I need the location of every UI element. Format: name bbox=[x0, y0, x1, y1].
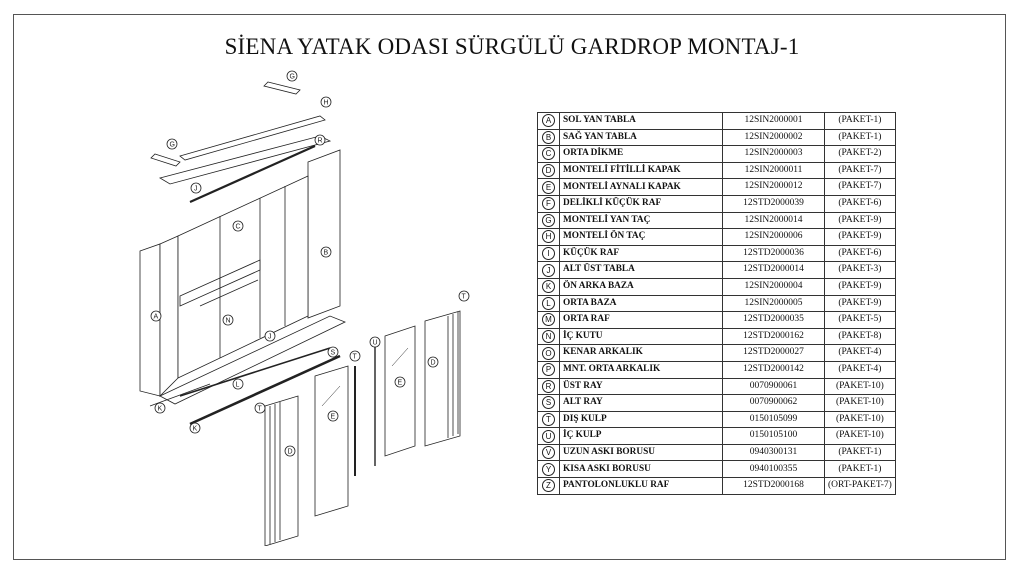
part-letter-badge: T bbox=[542, 413, 555, 426]
part-package: (PAKET-9) bbox=[825, 295, 896, 312]
svg-text:H: H bbox=[323, 99, 329, 107]
svg-text:A: A bbox=[153, 313, 159, 321]
part-name: MONTELİ FİTİLLİ KAPAK bbox=[560, 162, 723, 179]
part-package: (PAKET-7) bbox=[825, 179, 896, 196]
part-letter-cell bbox=[538, 179, 560, 196]
svg-text:N: N bbox=[225, 317, 231, 325]
part-package: (PAKET-3) bbox=[825, 262, 896, 279]
part-letter-badge: S bbox=[542, 396, 555, 409]
part-letter-cell bbox=[538, 245, 560, 262]
svg-text:D: D bbox=[287, 448, 293, 456]
table-row bbox=[538, 328, 896, 345]
part-letter-cell bbox=[538, 461, 560, 478]
part-letter-badge: U bbox=[542, 430, 555, 443]
part-letter-cell bbox=[538, 295, 560, 312]
page-title: SİENA YATAK ODASI SÜRGÜLÜ GARDROP MONTAJ-1 bbox=[224, 34, 800, 59]
part-code: 12SIN2000011 bbox=[723, 162, 825, 179]
part-letter-cell bbox=[538, 328, 560, 345]
part-code: 12SIN2000014 bbox=[723, 212, 825, 229]
part-letter-badge: Y bbox=[542, 463, 555, 476]
table-row bbox=[538, 146, 896, 163]
part-name: İÇ KULP bbox=[560, 428, 723, 445]
part-package: (PAKET-1) bbox=[825, 113, 896, 130]
part-letter-cell bbox=[538, 345, 560, 362]
part-code: 12STD2000035 bbox=[723, 312, 825, 329]
table-row bbox=[538, 378, 896, 395]
part-letter-badge: Z bbox=[542, 479, 555, 492]
part-package: (PAKET-9) bbox=[825, 278, 896, 295]
part-code: 12STD2000142 bbox=[723, 361, 825, 378]
part-code: 12SIN2000005 bbox=[723, 295, 825, 312]
table-row bbox=[538, 395, 896, 412]
table-row bbox=[538, 195, 896, 212]
part-package: (PAKET-10) bbox=[825, 411, 896, 428]
part-package: (PAKET-7) bbox=[825, 162, 896, 179]
part-letter-badge: R bbox=[542, 380, 555, 393]
table-row bbox=[538, 361, 896, 378]
part-name: ORTA RAF bbox=[560, 312, 723, 329]
part-letter-cell bbox=[538, 129, 560, 146]
table-row bbox=[538, 295, 896, 312]
part-letter-cell bbox=[538, 113, 560, 130]
table-row bbox=[538, 478, 896, 495]
part-package: (ORT-PAKET-7) bbox=[825, 478, 896, 495]
part-code: 0150105099 bbox=[723, 411, 825, 428]
part-package: (PAKET-1) bbox=[825, 461, 896, 478]
svg-text:G: G bbox=[289, 73, 295, 81]
part-name: KISA ASKI BORUSU bbox=[560, 461, 723, 478]
table-row bbox=[538, 428, 896, 445]
part-code: 12STD2000162 bbox=[723, 328, 825, 345]
part-letter-badge: C bbox=[542, 147, 555, 160]
part-name: PANTOLONLUKLU RAF bbox=[560, 478, 723, 495]
svg-text:T: T bbox=[461, 293, 466, 301]
part-name: ÜST RAY bbox=[560, 378, 723, 395]
part-letter-cell bbox=[538, 146, 560, 163]
part-name: MONTELİ AYNALI KAPAK bbox=[560, 179, 723, 196]
svg-text:T: T bbox=[352, 353, 357, 361]
part-name: DIŞ KULP bbox=[560, 411, 723, 428]
part-letter-badge: A bbox=[542, 114, 555, 127]
part-code: 12SIN2000012 bbox=[723, 179, 825, 196]
svg-text:T: T bbox=[257, 405, 262, 413]
table-row bbox=[538, 212, 896, 229]
part-package: (PAKET-6) bbox=[825, 195, 896, 212]
part-name: ORTA BAZA bbox=[560, 295, 723, 312]
svg-text:E: E bbox=[330, 413, 336, 421]
part-package: (PAKET-10) bbox=[825, 395, 896, 412]
table-row bbox=[538, 444, 896, 461]
part-letter-badge: J bbox=[542, 264, 555, 277]
part-letter-cell bbox=[538, 395, 560, 412]
part-letter-cell bbox=[538, 312, 560, 329]
part-code: 0940300131 bbox=[723, 444, 825, 461]
svg-text:J: J bbox=[268, 333, 272, 341]
part-letter-cell bbox=[538, 411, 560, 428]
part-code: 12SIN2000006 bbox=[723, 229, 825, 246]
part-letter-badge: N bbox=[542, 330, 555, 343]
part-name: ÖN ARKA BAZA bbox=[560, 278, 723, 295]
part-name: MNT. ORTA ARKALIK bbox=[560, 361, 723, 378]
svg-text:E: E bbox=[397, 379, 403, 387]
part-letter-cell bbox=[538, 444, 560, 461]
part-name: ALT RAY bbox=[560, 395, 723, 412]
table-row bbox=[538, 113, 896, 130]
part-code: 12SIN2000004 bbox=[723, 278, 825, 295]
svg-text:C: C bbox=[235, 223, 241, 231]
part-code: 12STD2000168 bbox=[723, 478, 825, 495]
part-code: 0070900062 bbox=[723, 395, 825, 412]
part-letter-cell bbox=[538, 361, 560, 378]
part-package: (PAKET-10) bbox=[825, 378, 896, 395]
part-code: 0940100355 bbox=[723, 461, 825, 478]
carcass bbox=[140, 150, 345, 404]
part-letter-badge: F bbox=[542, 197, 555, 210]
part-letter-badge: G bbox=[542, 214, 555, 227]
part-name: MONTELİ YAN TAÇ bbox=[560, 212, 723, 229]
table-row bbox=[538, 312, 896, 329]
part-letter-badge: M bbox=[542, 313, 555, 326]
part-name: UZUN ASKI BORUSU bbox=[560, 444, 723, 461]
part-package: (PAKET-5) bbox=[825, 312, 896, 329]
part-package: (PAKET-4) bbox=[825, 361, 896, 378]
part-letter-badge: D bbox=[542, 164, 555, 177]
part-letter-cell bbox=[538, 162, 560, 179]
table-row bbox=[538, 162, 896, 179]
part-letter-badge: E bbox=[542, 181, 555, 194]
part-letter-badge: B bbox=[542, 131, 555, 144]
part-letter-cell bbox=[538, 278, 560, 295]
part-name: İÇ KUTU bbox=[560, 328, 723, 345]
svg-text:K: K bbox=[192, 425, 198, 433]
part-package: (PAKET-8) bbox=[825, 328, 896, 345]
svg-text:U: U bbox=[372, 339, 378, 347]
part-name: DELİKLİ KÜÇÜK RAF bbox=[560, 195, 723, 212]
svg-text:D: D bbox=[430, 359, 436, 367]
parts-table-body bbox=[538, 113, 896, 495]
part-package: (PAKET-1) bbox=[825, 444, 896, 461]
svg-text:K: K bbox=[157, 405, 163, 413]
part-letter-badge: P bbox=[542, 363, 555, 376]
part-name: MONTELİ ÖN TAÇ bbox=[560, 229, 723, 246]
svg-text:G: G bbox=[169, 141, 175, 149]
table-row bbox=[538, 411, 896, 428]
part-letter-badge: V bbox=[542, 446, 555, 459]
table-row bbox=[538, 129, 896, 146]
part-code: 0070900061 bbox=[723, 378, 825, 395]
part-letter-cell bbox=[538, 195, 560, 212]
exploded-assembly-drawing bbox=[130, 66, 490, 546]
part-name: KÜÇÜK RAF bbox=[560, 245, 723, 262]
svg-text:B: B bbox=[323, 249, 329, 257]
part-code: 0150105100 bbox=[723, 428, 825, 445]
part-code: 12SIN2000001 bbox=[723, 113, 825, 130]
part-letter-cell bbox=[538, 262, 560, 279]
part-code: 12SIN2000003 bbox=[723, 146, 825, 163]
part-package: (PAKET-9) bbox=[825, 212, 896, 229]
table-row bbox=[538, 262, 896, 279]
table-row bbox=[538, 278, 896, 295]
part-letter-cell bbox=[538, 478, 560, 495]
part-letter-badge: H bbox=[542, 230, 555, 243]
table-row bbox=[538, 179, 896, 196]
table-row bbox=[538, 229, 896, 246]
part-code: 12STD2000039 bbox=[723, 195, 825, 212]
part-letter-badge: K bbox=[542, 280, 555, 293]
part-letter-cell bbox=[538, 378, 560, 395]
part-letter-badge: O bbox=[542, 347, 555, 360]
part-name: SOL YAN TABLA bbox=[560, 113, 723, 130]
part-name: ORTA DİKME bbox=[560, 146, 723, 163]
table-row bbox=[538, 245, 896, 262]
table-row bbox=[538, 345, 896, 362]
part-name: KENAR ARKALIK bbox=[560, 345, 723, 362]
part-name: ALT ÜST TABLA bbox=[560, 262, 723, 279]
part-letter-cell bbox=[538, 212, 560, 229]
part-letter-badge: I bbox=[542, 247, 555, 260]
part-package: (PAKET-1) bbox=[825, 129, 896, 146]
part-package: (PAKET-6) bbox=[825, 245, 896, 262]
part-code: 12SIN2000002 bbox=[723, 129, 825, 146]
svg-text:L: L bbox=[235, 381, 240, 389]
svg-text:S: S bbox=[330, 349, 336, 357]
svg-text:R: R bbox=[317, 137, 323, 145]
part-letter-cell bbox=[538, 229, 560, 246]
part-code: 12STD2000036 bbox=[723, 245, 825, 262]
part-code: 12STD2000014 bbox=[723, 262, 825, 279]
part-package: (PAKET-9) bbox=[825, 229, 896, 246]
svg-text:J: J bbox=[194, 185, 198, 193]
part-package: (PAKET-4) bbox=[825, 345, 896, 362]
part-letter-badge: L bbox=[542, 297, 555, 310]
part-name: SAĞ YAN TABLA bbox=[560, 129, 723, 146]
parts-table bbox=[537, 112, 896, 495]
part-letter-cell bbox=[538, 428, 560, 445]
part-code: 12STD2000027 bbox=[723, 345, 825, 362]
part-package: (PAKET-10) bbox=[825, 428, 896, 445]
table-row bbox=[538, 461, 896, 478]
part-package: (PAKET-2) bbox=[825, 146, 896, 163]
